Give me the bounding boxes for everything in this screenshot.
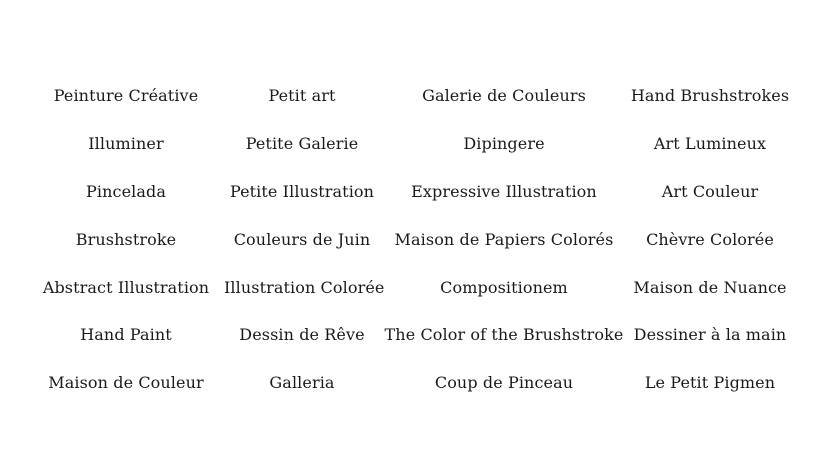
brand-name: Maison de Couleur: [48, 373, 204, 393]
brand-name: Galerie de Couleurs: [422, 85, 586, 105]
brand-name: Hand Brushstrokes: [630, 85, 790, 105]
brand-name: Peinture Créative: [53, 85, 199, 105]
brand-name: The Color of the Brushstroke: [384, 325, 624, 345]
brand-name: Illuminer: [88, 133, 164, 153]
brand-name: Dipingere: [463, 133, 545, 153]
brand-name: Couleurs de Juin: [233, 229, 371, 249]
brand-name: Art Lumineux: [653, 133, 767, 153]
brand-name: Maison de Nuance: [633, 277, 787, 297]
brand-name: Illustration Colorée: [224, 277, 385, 297]
brand-name: Petite Illustration: [229, 181, 375, 201]
brand-name: Expressive Illustration: [411, 181, 597, 201]
brand-name: Compositionem: [440, 277, 568, 297]
brand-name: Pincelada: [86, 181, 166, 201]
brand-name: Le Petit Pigmen: [644, 373, 776, 393]
brand-name: Galleria: [269, 373, 335, 393]
brand-name: Abstract Illustration: [42, 277, 210, 297]
brand-name: Hand Paint: [80, 325, 172, 345]
brand-name: Dessin de Rêve: [239, 325, 365, 345]
brand-name: Maison de Papiers Colorés: [394, 229, 614, 249]
brand-name: Petite Galerie: [245, 133, 359, 153]
brand-name: Chèvre Colorée: [646, 229, 774, 249]
brand-name: Art Couleur: [661, 181, 759, 201]
brand-name: Petit art: [268, 85, 336, 105]
brand-name-list: [28, 72, 792, 407]
brand-name: Dessiner à la main: [633, 325, 787, 345]
brand-name: Brushstroke: [75, 229, 177, 249]
brand-name: Coup de Pinceau: [434, 373, 574, 393]
